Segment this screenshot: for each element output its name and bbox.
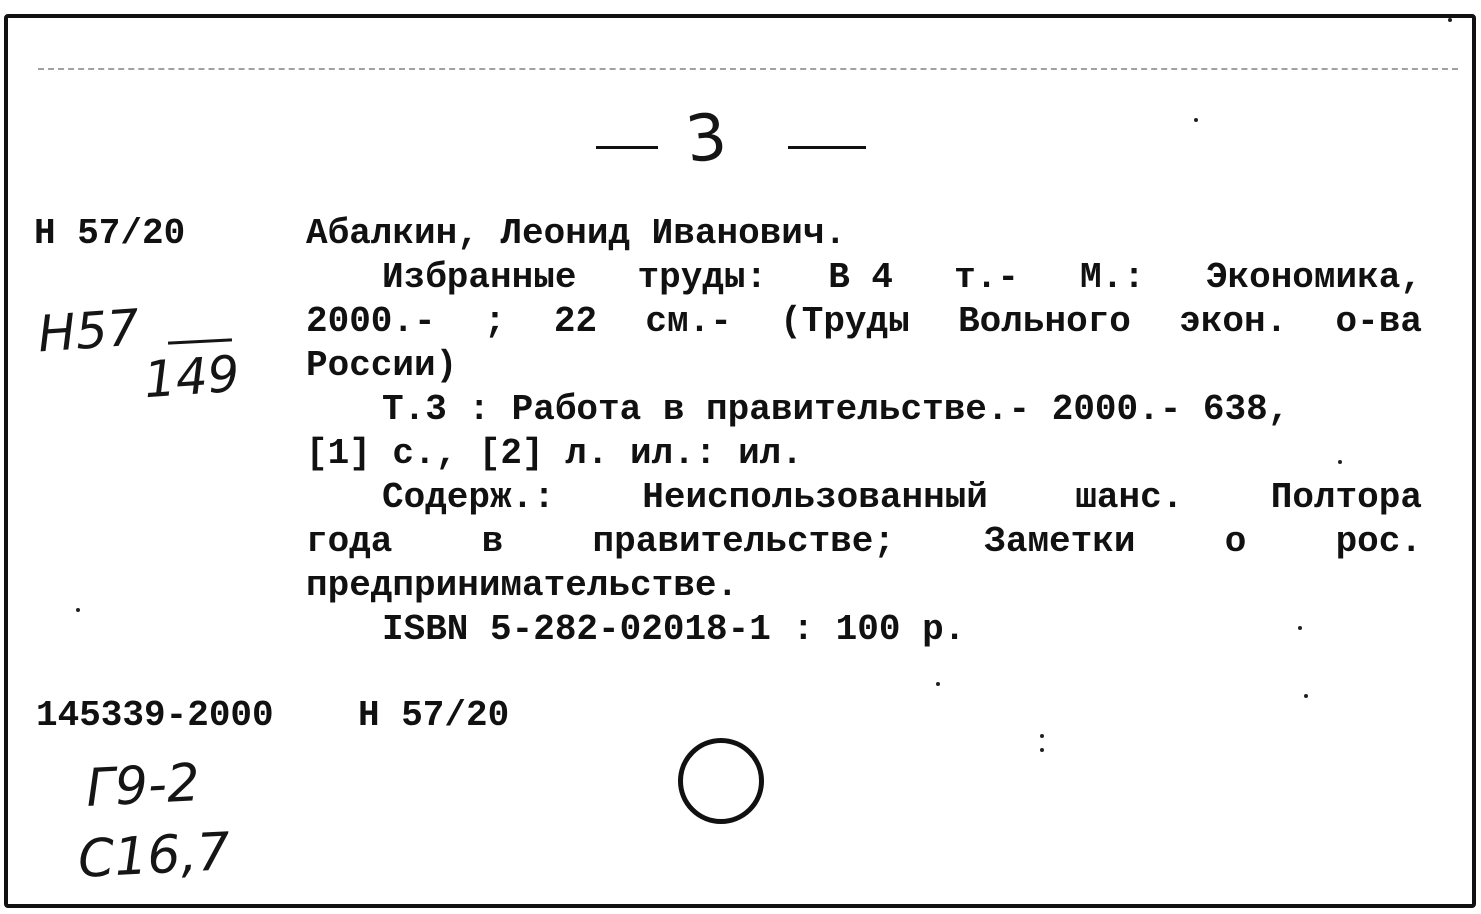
handwritten-note-1: Г9-2 (84, 753, 202, 819)
title-line-1 (382, 256, 1422, 300)
inventory-number: 145339-2000 (36, 695, 274, 736)
title-word: (Труды (780, 301, 910, 342)
contents-word: правительстве; (592, 521, 895, 562)
title-word: 22 (553, 301, 598, 342)
scan-speck (1040, 734, 1044, 738)
inventory-shelf-mark: Н 57/20 (358, 695, 510, 736)
title-word: 2000.- (306, 301, 436, 342)
contents-word: Неиспользованный (642, 477, 988, 518)
punch-hole (678, 738, 764, 824)
contents-word: в (481, 521, 504, 562)
page-number: 3 (682, 100, 731, 178)
left-dash (596, 146, 658, 149)
title-word: Экономика, (1205, 257, 1422, 298)
title-word: Избранные (382, 257, 577, 298)
title-word: о-ва (1335, 301, 1422, 342)
title-word: М.: (1080, 257, 1145, 298)
contents-line-2 (306, 520, 1422, 564)
title-word: т.- (954, 257, 1019, 298)
scan-speck (1040, 748, 1044, 752)
contents-word: о (1224, 521, 1247, 562)
volume-line-1: Т.3 : Работа в правительстве.- 2000.- 638, (382, 389, 1290, 430)
contents-line-1 (382, 476, 1422, 520)
title-word: Вольного (958, 301, 1131, 342)
right-dash (788, 146, 866, 149)
handwritten-fraction-line (168, 338, 232, 344)
contents-line-3: предпринимательстве. (306, 565, 739, 606)
contents-word: Содерж.: (382, 477, 555, 518)
contents-word: Полтора (1270, 477, 1422, 518)
scan-speck (936, 682, 940, 686)
top-divider (38, 68, 1458, 70)
contents-word: Заметки (984, 521, 1136, 562)
scan-speck (1298, 626, 1302, 630)
contents-word: шанс. (1075, 477, 1184, 518)
handwritten-shelf-bottom: 149 (142, 344, 242, 410)
volume-line-2: [1] с., [2] л. ил.: ил. (306, 433, 803, 474)
scan-speck (1194, 118, 1198, 122)
page-number-block (588, 100, 878, 178)
contents-word: года (306, 521, 393, 562)
scan-speck (1338, 460, 1342, 464)
scan-speck (1304, 694, 1308, 698)
shelf-mark: Н 57/20 (34, 213, 186, 254)
scan-speck (76, 608, 80, 612)
title-word: В 4 (828, 257, 894, 298)
scan-speck (1448, 18, 1452, 22)
author: Абалкин, Леонид Иванович. (306, 213, 847, 254)
isbn-line: ISBN 5-282-02018-1 : 100 р. (382, 609, 966, 650)
title-word: труды: (637, 257, 768, 298)
title-word: ; (483, 301, 506, 342)
title-line-2 (306, 300, 1422, 344)
catalog-card (4, 14, 1476, 908)
title-word: см.- (645, 301, 732, 342)
contents-word: рос. (1335, 521, 1422, 562)
title-word: экон. (1179, 301, 1288, 342)
handwritten-note-2: С16,7 (76, 822, 232, 890)
title-line-3: России) (306, 345, 458, 386)
handwritten-shelf-top: Н57 (36, 298, 142, 364)
